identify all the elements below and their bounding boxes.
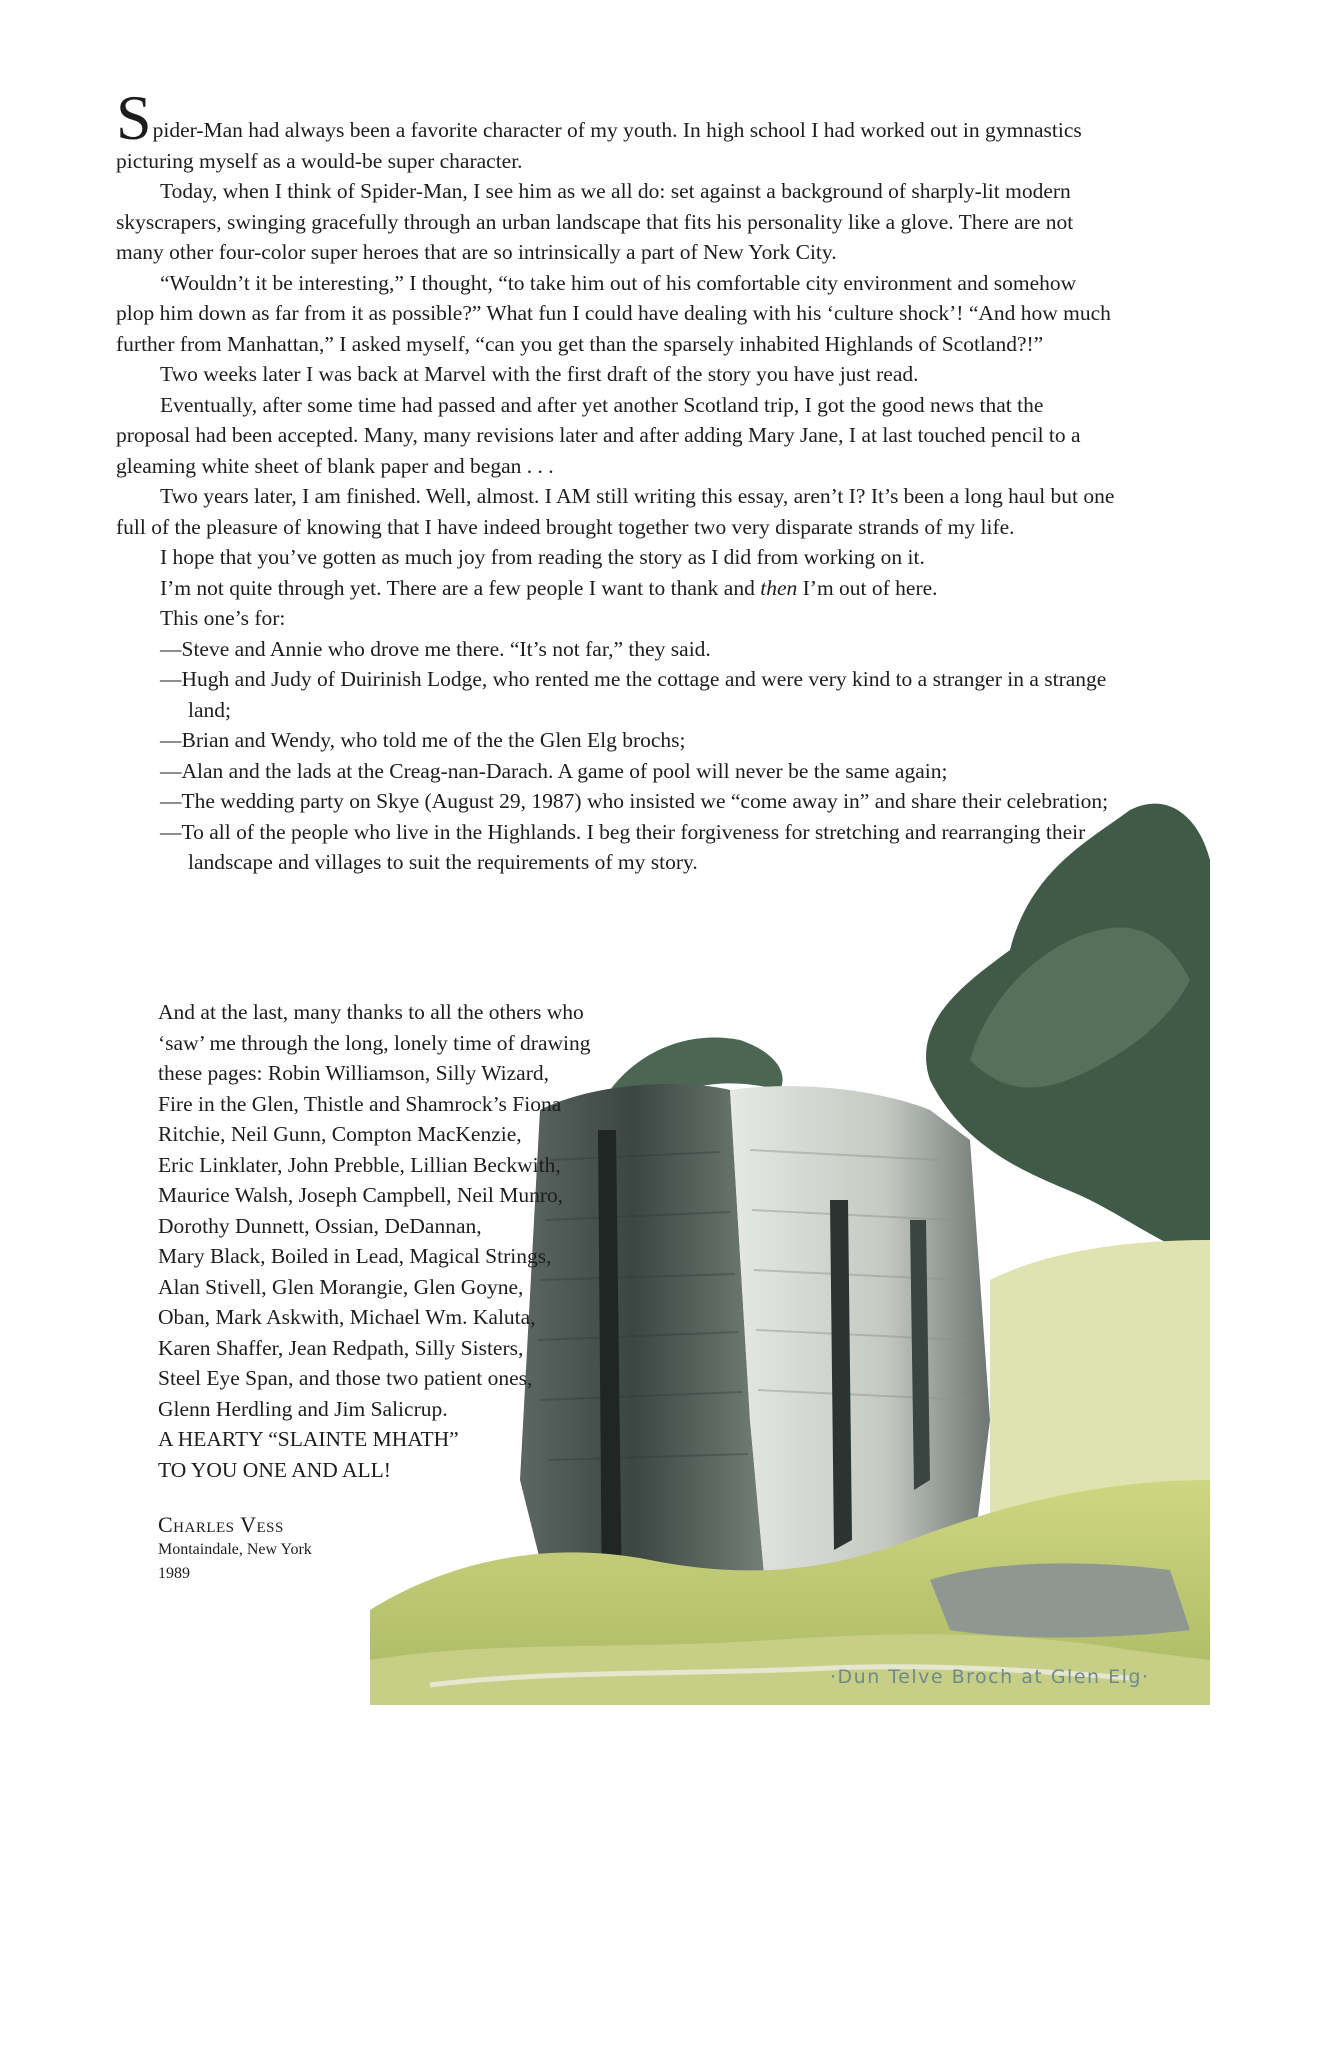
emphasis-text: then <box>760 575 798 600</box>
closing-line: A HEARTY “SLAINTE MHATH” <box>158 1427 459 1451</box>
paragraph-text: pider-Man had always been a favorite character of my youth. In high school I had worked out in gymnastics picturing myself as a would-be super character. <box>116 118 1082 173</box>
illustration-caption: ·Dun Telve Broch at Glen Elg· <box>830 1666 1150 1688</box>
list-item: —Brian and Wendy, who told me of the the Glen Elg brochs; <box>160 728 686 752</box>
acknowledgement-line: these pages: Robin Williamson, Silly Wizard, <box>158 1061 549 1085</box>
list-item: —The wedding party on Skye (August 29, 1987) who insisted we “come away in” and share their celebration; <box>160 789 1109 813</box>
acknowledgement-line: Fire in the Glen, Thistle and Shamrock’s Fiona <box>158 1091 562 1116</box>
acknowledgement-line: Ritchie, Neil Gunn, Compton MacKenzie, <box>158 1122 522 1146</box>
drop-cap: S <box>116 82 152 153</box>
author-year: 1989 <box>158 1565 190 1582</box>
essay-paragraph: This one’s for: <box>160 606 286 630</box>
essay-paragraph: Two years later, I am finished. Well, almost. I AM still writing this essay, aren’t I? It’s been a long haul but one full of the pleasure of knowing that I have indeed brought together two very disparate strands of my life. <box>116 484 1115 539</box>
essay-paragraph: Two weeks later I was back at Marvel with the first draft of the story you have just read. <box>160 362 919 386</box>
essay-paragraph: “Wouldn’t it be interesting,” I thought, “to take him out of his comfortable city environment and somehow plop him down as far from it as possible?” What fun I could have dealing with his ‘culture shock’! “And how much further from Manhattan,” I asked myself, “can you get than the sparsely inhabited Highlands of Scotland?!” <box>116 270 1111 356</box>
acknowledgement-line: Eric Linklater, John Prebble, Lillian Beckwith, <box>158 1152 561 1177</box>
list-item: —Steve and Annie who drove me there. “It’s not far,” they said. <box>160 636 711 661</box>
paragraph-text: I’m out of here. <box>797 575 938 600</box>
paragraph-text: I’m not quite through yet. There are a few people I want to thank and <box>160 575 761 600</box>
acknowledgement-line: Maurice Walsh, Joseph Campbell, Neil Munro, <box>158 1183 564 1207</box>
acknowledgement-line: Glenn Herdling and Jim Salicrup. <box>158 1396 448 1421</box>
list-item: —Alan and the lads at the Creag-nan-Darach. A game of pool will never be the same again; <box>160 758 948 783</box>
essay-paragraph: Eventually, after some time had passed and after yet another Scotland trip, I got the good news that the proposal had been accepted. Many, many revisions later and after adding Mary Jane, I at last touched pencil to a gleaming white sheet of blank paper and began . . . <box>116 392 1081 478</box>
acknowledgement-line: Karen Shaffer, Jean Redpath, Silly Sisters, <box>158 1335 524 1360</box>
acknowledgement-line: ‘saw’ me through the long, lonely time of drawing <box>158 1030 591 1055</box>
acknowledgements <box>158 997 628 1485</box>
author-location: Montaindale, New York <box>158 1541 312 1558</box>
acknowledgement-line: Oban, Mark Askwith, Michael Wm. Kaluta, <box>158 1305 536 1329</box>
acknowledgement-line: Steel Eye Span, and those two patient ones, <box>158 1366 533 1390</box>
closing-line: TO YOU ONE AND ALL! <box>158 1457 391 1482</box>
acknowledgement-line: Dorothy Dunnett, Ossian, DeDannan, <box>158 1213 482 1238</box>
essay-paragraph <box>116 573 1116 604</box>
list-item: —Hugh and Judy of Duirinish Lodge, who rented me the cottage and were very kind to a stranger in a strange land; <box>160 667 1107 722</box>
essay-paragraph: Today, when I think of Spider-Man, I see him as we all do: set against a background of sharply-lit modern skyscrapers, swinging gracefully through an urban landscape that fits his personality like a glove. There are not many other four-color super heroes that are so intrinsically a part of New York City. <box>116 179 1074 264</box>
author-name: Charles Vess <box>158 1512 284 1537</box>
list-item: —To all of the people who live in the Highlands. I beg their forgiveness for stretching and rearranging their landscape and villages to suit the requirements of my story. <box>160 819 1086 874</box>
essay-paragraph <box>116 82 1116 176</box>
acknowledgement-line: And at the last, many thanks to all the others who <box>158 1000 584 1024</box>
signature-block <box>158 1512 312 1586</box>
essay-paragraph: I hope that you’ve gotten as much joy from reading the story as I did from working on it. <box>160 545 925 569</box>
acknowledgement-line: Mary Black, Boiled in Lead, Magical Strings, <box>158 1244 552 1268</box>
essay-body <box>116 82 1116 878</box>
acknowledgement-line: Alan Stivell, Glen Morangie, Glen Goyne, <box>158 1274 524 1299</box>
